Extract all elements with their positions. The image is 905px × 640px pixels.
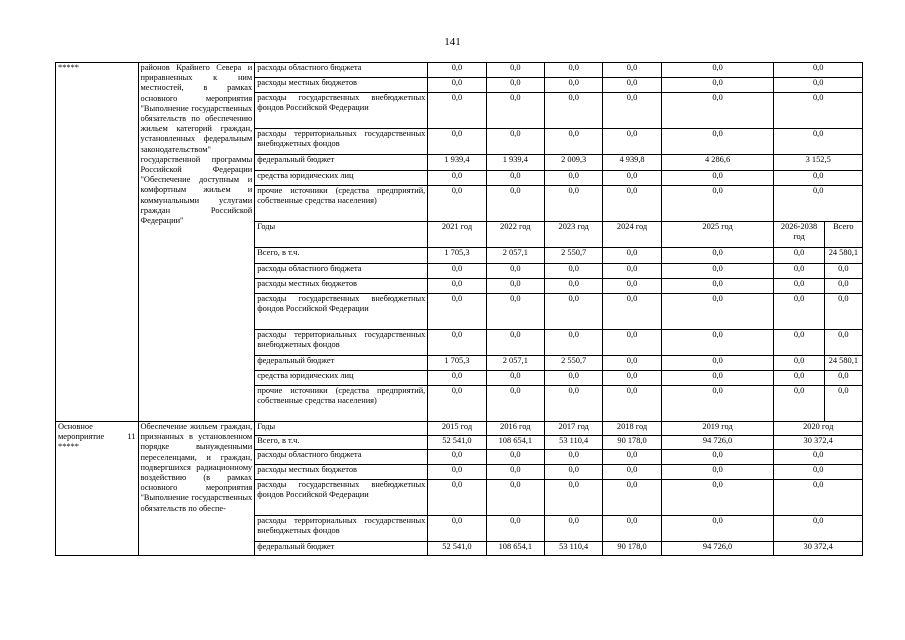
table-row: [56, 422, 863, 436]
value-cell: 0,0: [428, 386, 486, 422]
value-cell: 0,0: [774, 248, 824, 264]
value-cell: 0,0: [603, 78, 661, 93]
value-cell: 0,0: [774, 279, 824, 294]
value-cell: 0,0: [661, 516, 774, 542]
value-cell: 0,0: [661, 386, 774, 422]
year-header: 2015 год: [428, 422, 486, 436]
value-cell: 0,0: [486, 516, 544, 542]
measure-code-cell: *****: [56, 63, 139, 422]
value-cell: 0,0: [603, 386, 661, 422]
value-cell: 0,0: [428, 480, 486, 516]
value-cell: 0,0: [486, 330, 544, 356]
value-cell: 0,0: [428, 371, 486, 386]
value-cell: 1 939,4: [428, 155, 486, 171]
value-cell: 0,0: [603, 171, 661, 186]
value-cell: 24 580,1: [824, 248, 862, 264]
value-cell: 0,0: [661, 480, 774, 516]
value-cell: 0,0: [486, 465, 544, 480]
value-cell: 0,0: [486, 450, 544, 465]
value-cell: 0,0: [428, 279, 486, 294]
value-cell: 0,0: [603, 450, 661, 465]
value-cell: 2 057,1: [486, 248, 544, 264]
value-cell: 94 726,0: [661, 436, 774, 450]
value-cell: 0,0: [774, 294, 824, 330]
value-cell: 0,0: [774, 186, 863, 222]
value-cell: 0,0: [545, 264, 603, 279]
value-cell: 0,0: [486, 294, 544, 330]
value-cell: 52 541,0: [428, 436, 486, 450]
value-cell: 0,0: [428, 171, 486, 186]
value-cell: 30 372,4: [774, 542, 863, 556]
value-cell: 0,0: [661, 371, 774, 386]
value-cell: 0,0: [774, 450, 863, 465]
value-cell: 0,0: [824, 264, 862, 279]
value-cell: 0,0: [486, 171, 544, 186]
value-cell: 0,0: [661, 63, 774, 78]
source-label: расходы территориальных государственных внебюджетных фондов: [255, 516, 428, 542]
value-cell: 0,0: [545, 78, 603, 93]
value-cell: 0,0: [428, 330, 486, 356]
value-cell: 0,0: [661, 129, 774, 155]
value-cell: 0,0: [486, 480, 544, 516]
value-cell: 2 550,7: [545, 356, 603, 371]
year-header: 2025 год: [661, 222, 774, 248]
source-label: федеральный бюджет: [255, 542, 428, 556]
value-cell: 0,0: [774, 264, 824, 279]
value-cell: 0,0: [603, 465, 661, 480]
source-label: средства юридических лиц: [255, 171, 428, 186]
value-cell: 0,0: [486, 279, 544, 294]
value-cell: 0,0: [603, 186, 661, 222]
value-cell: 4 939,8: [603, 155, 661, 171]
value-cell: 0,0: [486, 186, 544, 222]
value-cell: 0,0: [545, 330, 603, 356]
source-label: расходы областного бюджета: [255, 63, 428, 78]
year-header: 2018 год: [603, 422, 661, 436]
source-label: расходы государственных внебюджетных фондов Российской Федерации: [255, 480, 428, 516]
value-cell: 0,0: [603, 330, 661, 356]
value-cell: 1 705,3: [428, 356, 486, 371]
value-cell: 2 009,3: [545, 155, 603, 171]
value-cell: 0,0: [603, 248, 661, 264]
value-cell: 0,0: [486, 129, 544, 155]
value-cell: 0,0: [545, 186, 603, 222]
value-cell: 0,0: [774, 465, 863, 480]
source-label: расходы областного бюджета: [255, 450, 428, 465]
value-cell: 0,0: [774, 171, 863, 186]
years-label: Годы: [255, 222, 428, 248]
table-row: [56, 63, 863, 78]
value-cell: 0,0: [774, 63, 863, 78]
value-cell: 0,0: [603, 356, 661, 371]
value-cell: 0,0: [603, 371, 661, 386]
source-label: Всего, в т.ч.: [255, 436, 428, 450]
source-label: расходы местных бюджетов: [255, 78, 428, 93]
year-header: Всего: [824, 222, 862, 248]
value-cell: 0,0: [661, 78, 774, 93]
value-cell: 0,0: [545, 386, 603, 422]
value-cell: 0,0: [661, 330, 774, 356]
value-cell: 0,0: [774, 516, 863, 542]
value-cell: 94 726,0: [661, 542, 774, 556]
value-cell: 0,0: [486, 63, 544, 78]
source-label: Всего, в т.ч.: [255, 248, 428, 264]
value-cell: 53 110,4: [545, 436, 603, 450]
source-label: федеральный бюджет: [255, 356, 428, 371]
value-cell: 0,0: [603, 63, 661, 78]
value-cell: 0,0: [603, 93, 661, 129]
value-cell: 2 550,7: [545, 248, 603, 264]
value-cell: 0,0: [545, 294, 603, 330]
value-cell: 0,0: [603, 294, 661, 330]
value-cell: 108 654,1: [486, 542, 544, 556]
value-cell: 0,0: [661, 465, 774, 480]
value-cell: 108 654,1: [486, 436, 544, 450]
value-cell: 0,0: [774, 78, 863, 93]
value-cell: 0,0: [603, 279, 661, 294]
value-cell: 0,0: [545, 516, 603, 542]
value-cell: 4 286,6: [661, 155, 774, 171]
year-header: 2026-2038 год: [774, 222, 824, 248]
year-header: 2024 год: [603, 222, 661, 248]
value-cell: 0,0: [545, 63, 603, 78]
source-label: расходы территориальных государственных внебюджетных фондов: [255, 330, 428, 356]
value-cell: 1 939,4: [486, 155, 544, 171]
value-cell: 24 580,1: [824, 356, 862, 371]
value-cell: 0,0: [603, 264, 661, 279]
value-cell: 0,0: [603, 516, 661, 542]
value-cell: 0,0: [774, 129, 863, 155]
source-label: расходы территориальных государственных внебюджетных фондов: [255, 129, 428, 155]
year-header: 2019 год: [661, 422, 774, 436]
value-cell: 1 705,3: [428, 248, 486, 264]
value-cell: 0,0: [603, 129, 661, 155]
year-header: 2020 год: [774, 422, 863, 436]
value-cell: 0,0: [774, 93, 863, 129]
value-cell: 0,0: [774, 371, 824, 386]
value-cell: 0,0: [486, 264, 544, 279]
value-cell: 0,0: [486, 386, 544, 422]
value-cell: 0,0: [661, 450, 774, 465]
value-cell: 0,0: [428, 264, 486, 279]
source-label: средства юридических лиц: [255, 371, 428, 386]
source-label: расходы местных бюджетов: [255, 465, 428, 480]
value-cell: 0,0: [428, 516, 486, 542]
value-cell: 52 541,0: [428, 542, 486, 556]
value-cell: 0,0: [428, 93, 486, 129]
value-cell: 0,0: [661, 186, 774, 222]
year-header: 2016 год: [486, 422, 544, 436]
source-label: прочие источники (средства предприятий, собственные средства населения): [255, 386, 428, 422]
value-cell: 0,0: [661, 279, 774, 294]
value-cell: 0,0: [428, 450, 486, 465]
value-cell: 0,0: [545, 480, 603, 516]
value-cell: 0,0: [486, 371, 544, 386]
value-cell: 3 152,5: [774, 155, 863, 171]
value-cell: 0,0: [545, 371, 603, 386]
value-cell: 90 178,0: [603, 542, 661, 556]
value-cell: 0,0: [824, 386, 862, 422]
value-cell: 0,0: [661, 171, 774, 186]
value-cell: 0,0: [545, 93, 603, 129]
value-cell: 0,0: [774, 356, 824, 371]
year-header: 2022 год: [486, 222, 544, 248]
value-cell: 0,0: [545, 171, 603, 186]
value-cell: 0,0: [661, 356, 774, 371]
value-cell: 0,0: [774, 330, 824, 356]
value-cell: 0,0: [545, 465, 603, 480]
value-cell: 0,0: [428, 78, 486, 93]
value-cell: 0,0: [545, 129, 603, 155]
value-cell: 0,0: [545, 279, 603, 294]
measure-description-cell: районов Крайнего Севера и приравненных к ним местностей, в рамках основного мероприятия "Выполнение государственных обязательств по обеспечению жильем категорий граждан, установленных федеральным законодательством" государственной программы Российской Федерации "Обеспечение доступным и комфортным жильем и коммунальными услугами граждан Российской Федерации": [138, 63, 255, 422]
year-header: 2017 год: [545, 422, 603, 436]
source-label: прочие источники (средства предприятий, собственные средства населения): [255, 186, 428, 222]
value-cell: 2 057,1: [486, 356, 544, 371]
source-label: федеральный бюджет: [255, 155, 428, 171]
value-cell: 0,0: [661, 294, 774, 330]
value-cell: 0,0: [603, 480, 661, 516]
value-cell: 0,0: [661, 93, 774, 129]
value-cell: 0,0: [545, 450, 603, 465]
funding-table: [55, 62, 863, 556]
value-cell: 53 110,4: [545, 542, 603, 556]
value-cell: 0,0: [428, 465, 486, 480]
value-cell: 0,0: [486, 93, 544, 129]
value-cell: 0,0: [428, 129, 486, 155]
value-cell: 0,0: [824, 330, 862, 356]
value-cell: 0,0: [428, 186, 486, 222]
value-cell: 0,0: [428, 294, 486, 330]
measure-description-cell: Обеспечение жильем граждан, признанных в установленном порядке вынужденными переселенцами, и граждан, подвергшихся радиационному воздействию (в рамках основного мероприятия "Выполнение государственных обязательств по обеспе-: [138, 422, 255, 556]
value-cell: 30 372,4: [774, 436, 863, 450]
source-label: расходы государственных внебюджетных фондов Российской Федерации: [255, 294, 428, 330]
value-cell: 0,0: [774, 480, 863, 516]
year-header: 2021 год: [428, 222, 486, 248]
value-cell: 0,0: [774, 386, 824, 422]
value-cell: 0,0: [824, 294, 862, 330]
source-label: расходы местных бюджетов: [255, 279, 428, 294]
value-cell: 0,0: [824, 279, 862, 294]
value-cell: 0,0: [486, 78, 544, 93]
value-cell: 0,0: [428, 63, 486, 78]
years-label: Годы: [255, 422, 428, 436]
value-cell: 0,0: [661, 264, 774, 279]
value-cell: 0,0: [661, 248, 774, 264]
source-label: расходы областного бюджета: [255, 264, 428, 279]
value-cell: 0,0: [824, 371, 862, 386]
page-number: 141: [444, 36, 461, 48]
year-header: 2023 год: [545, 222, 603, 248]
source-label: расходы государственных внебюджетных фондов Российской Федерации: [255, 93, 428, 129]
value-cell: 90 178,0: [603, 436, 661, 450]
measure-code-cell: Основное мероприятие 11 *****: [56, 422, 139, 556]
